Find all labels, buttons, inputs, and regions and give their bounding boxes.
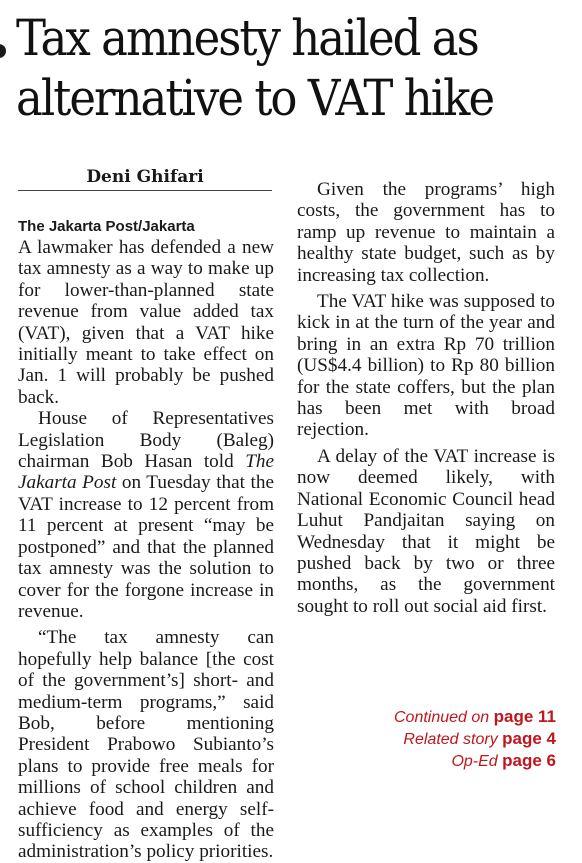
article-paragraph-2-start: House of Representatives Legislation Body (Baleg) chairman Bob Hasan told (18, 408, 274, 473)
reference-label: Op-Ed (451, 753, 498, 770)
article-column-left (18, 216, 274, 863)
headline (16, 8, 520, 128)
article-paragraph-3: “The tax amnesty can hopefully help balance [the cost of the government’s] short- and medium-term programs,” said Bob, before mentioning President Prabowo Subianto’s plans to provide free meals for millions of school children and achieve food and energy self-sufficiency as examples of the administration’s policy priorities. (18, 627, 274, 863)
article-paragraph-4: Given the programs’ high costs, the government has to ramp up revenue to maintain a healthy state budget, such as by increasing tax collection. (297, 179, 555, 286)
page-references (394, 706, 556, 772)
reference-op-ed[interactable] (394, 750, 556, 772)
article-paragraph-2 (18, 408, 274, 622)
edge-mark (0, 44, 6, 58)
dateline: The Jakarta Post/Jakarta (18, 218, 195, 235)
article-paragraph-2-end: on Tuesday that the VAT increase to 12 percent from 11 percent at present “may be postponed” and that the planned tax amnesty was the solution to cover for the forgone increase in revenue. (18, 472, 274, 622)
reference-related-story[interactable] (394, 728, 556, 750)
headline-line-1: Tax amnesty hailed as (16, 9, 478, 67)
article-paragraph-5: The VAT hike was supposed to kick in at the turn of the year and bring in an extra Rp 70 trillion (US$4.4 billion) to Rp 80 billion for the state coffers, but the plan has been met with broad rejection. (297, 291, 555, 441)
reference-label: Continued on (393, 709, 490, 726)
byline: Deni Ghifari (18, 166, 272, 191)
reference-continued[interactable] (394, 706, 556, 728)
article-paragraph-6: A delay of the VAT increase is now deemed likely, with National Economic Council head Luhut Pandjaitan saying on Wednesday that it might be pushed back by two or three months, as the government sought to roll out social aid first. (297, 445, 555, 617)
article-paragraph-1: A lawmaker has defended a new tax amnesty as a way to make up for lower-than-planned state revenue from value added tax (VAT), given that a VAT hike initially meant to take effect on Jan. 1 will probably be pushed back. (18, 237, 274, 408)
headline-line-2: alternative to VAT hike (16, 69, 494, 127)
reference-page: page 11 (493, 707, 556, 726)
reference-page: page 6 (502, 751, 556, 770)
publication-name: The Jakarta Post (18, 451, 274, 494)
article-column-right (297, 174, 555, 617)
reference-page: page 4 (502, 729, 556, 748)
reference-label: Related story (403, 731, 498, 748)
